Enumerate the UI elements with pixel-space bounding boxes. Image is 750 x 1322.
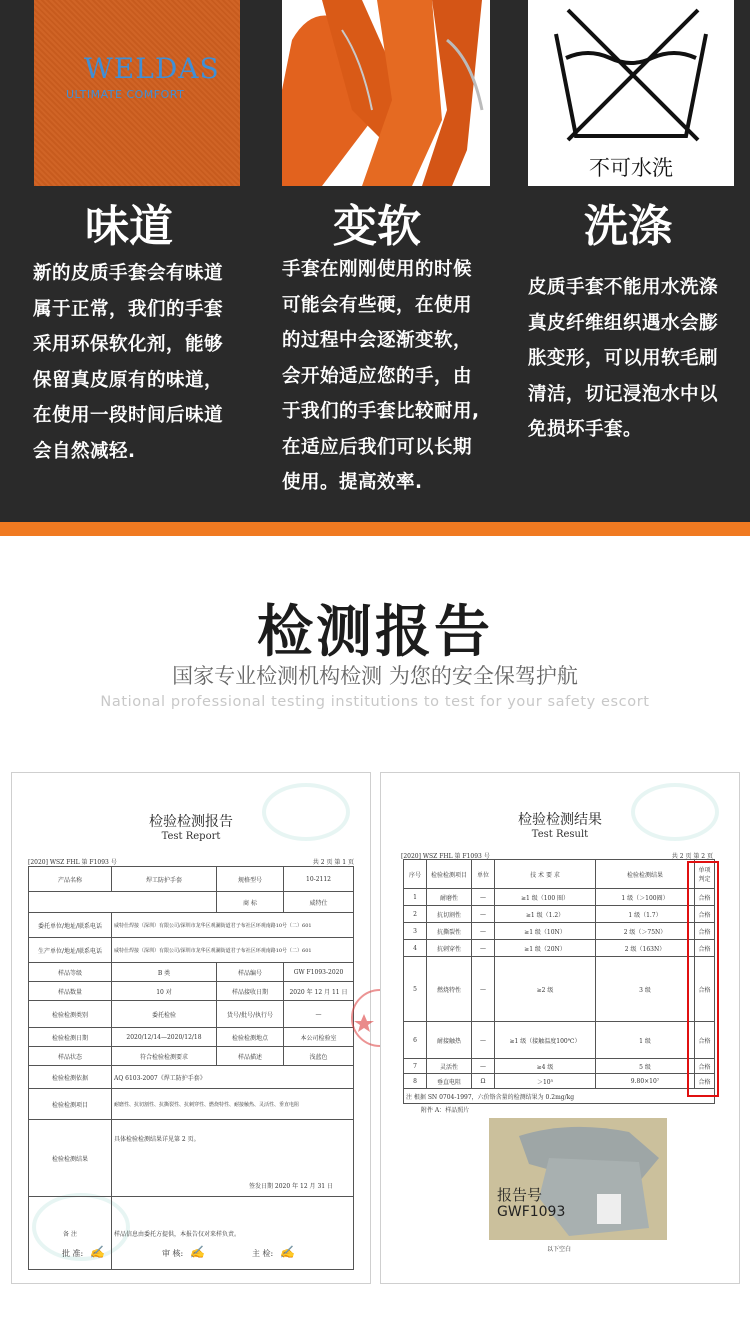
leather-logo-photo	[34, 0, 240, 186]
desc-line: 于我们的手套比较耐用,	[282, 401, 480, 422]
table-cell: 规格型号	[217, 867, 284, 892]
no-wash-caption: 不可水洗	[589, 156, 673, 180]
pass-cell: 合格	[695, 889, 715, 906]
table-row	[404, 889, 715, 906]
table-cell: —	[472, 923, 495, 940]
table-cell: Ω	[472, 1074, 495, 1089]
table-row	[404, 906, 715, 923]
desc-line: 属于正常，我们的手套	[33, 298, 224, 320]
table-cell: 委托单位/地址/联系电话	[29, 913, 112, 938]
table-cell: —	[472, 1059, 495, 1074]
table-cell: 威特仕焊接（深圳）有限公司/深圳市龙华区观澜街道君子布社区环观南路10号（二）601	[112, 913, 354, 938]
table-cell: 抗切割性	[427, 906, 472, 923]
handwritten-signature: ✍	[279, 1245, 295, 1259]
table-cell: 8	[404, 1074, 427, 1089]
table-cell: 货号/批号/执行号	[217, 1001, 284, 1028]
table-cell: ≥1 级（1.2）	[495, 906, 596, 923]
report-number: GWF1093	[497, 1204, 566, 1220]
desc-line: 的过程中会逐渐变软，	[282, 330, 473, 351]
table-cell: 样品等级	[29, 963, 112, 982]
table-cell	[112, 1120, 354, 1197]
report-info-table	[28, 866, 354, 1270]
desc-line: 在适应后我们可以长期	[282, 436, 473, 458]
table-cell: 4	[404, 940, 427, 957]
table-cell: 燃烧特性	[427, 957, 472, 1022]
table-cell: 2020/12/14—2020/12/18	[112, 1028, 217, 1047]
table-cell: 抗刺穿性	[427, 940, 472, 957]
desc-line: 在使用一段时间后味道	[33, 405, 224, 426]
table-row	[29, 913, 354, 938]
desc-line: 手套在刚刚使用的时候	[282, 259, 473, 280]
table-cell: 5 级	[596, 1059, 695, 1074]
section-subtitle: 国家专业检测机构检测 为您的安全保驾护航	[172, 664, 578, 688]
brand-tagline: ULTIMATE COMFORT	[66, 88, 185, 101]
table-row	[404, 1074, 715, 1089]
glove-photo	[282, 0, 490, 186]
table-cell: 2020 年 12 月 11 日	[284, 982, 354, 1001]
official-stamp-icon	[342, 988, 382, 1048]
features-section	[0, 0, 750, 522]
desc-line: 可能会有些硬，在使用	[282, 294, 473, 316]
pass-cell: 合格	[695, 957, 715, 1022]
table-row	[29, 982, 354, 1001]
pass-cell: 合格	[695, 906, 715, 923]
table-cell: 样品编号	[217, 963, 284, 982]
table-cell: 3 级	[596, 957, 695, 1022]
signature-approve	[62, 1245, 105, 1259]
table-cell: 检验检测日期	[29, 1028, 112, 1047]
table-cell: ≥4 级	[495, 1059, 596, 1074]
table-cell: 检验检测项目	[29, 1089, 112, 1120]
test-report-page-2	[380, 772, 740, 1284]
result-title: 检验检测结果	[518, 812, 602, 828]
handwritten-signature: ✍	[89, 1245, 105, 1259]
signature-label: 主 检:	[252, 1249, 274, 1258]
table-cell: 样品描述	[217, 1047, 284, 1066]
table-cell: 生产单位/地址/联系电话	[29, 938, 112, 963]
table-cell: 1	[404, 889, 427, 906]
table-row	[29, 1089, 354, 1120]
table-cell: 浅蓝色	[284, 1047, 354, 1066]
report-page: 共 2 页 第 1 页	[312, 859, 354, 866]
desc-line: 新的皮质手套会有味道	[33, 263, 224, 284]
table-cell: ≥1 级（10N）	[495, 923, 596, 940]
table-cell	[29, 892, 217, 913]
table-header: 单项判定	[695, 860, 715, 889]
feature-heading-wash: 洗涤	[584, 201, 672, 252]
orange-glove-icon	[282, 0, 490, 186]
table-cell: —	[472, 1022, 495, 1059]
signature-label: 批 准:	[62, 1249, 84, 1258]
grey-glove-icon	[489, 1118, 667, 1240]
pass-cell: 合格	[695, 1074, 715, 1089]
desc-line: 免损坏手套。	[528, 419, 643, 440]
table-cell: ≥1 级（20N）	[495, 940, 596, 957]
table-row	[29, 938, 354, 963]
table-cell: —	[472, 889, 495, 906]
table-row	[404, 923, 715, 940]
pass-cell: 合格	[695, 1059, 715, 1074]
table-cell: —	[472, 940, 495, 957]
table-cell: —	[472, 906, 495, 923]
table-row	[404, 957, 715, 1022]
table-cell: 委托检验	[112, 1001, 217, 1028]
table-cell: 焊工防护手套	[112, 867, 217, 892]
report-ref: [2020] WSZ FHL 第 F1093 号	[28, 859, 117, 866]
orange-divider	[0, 522, 750, 536]
table-row	[29, 1001, 354, 1028]
desc-line: 使用。提高效率.	[282, 472, 423, 493]
sample-photo	[489, 1118, 667, 1240]
table-cell: 符合检验检测要求	[112, 1047, 217, 1066]
table-cell: 10 对	[112, 982, 217, 1001]
table-header-row	[404, 860, 715, 889]
table-cell: 备 注	[29, 1197, 112, 1270]
feature-desc-smell	[33, 256, 263, 469]
result-ref: [2020] WSZ FHL 第 F1093 号	[401, 853, 490, 860]
table-cell: 样品信息由委托方提供，本报告仅对来样负责。	[112, 1197, 354, 1270]
table-cell: ≥1 级（100 圈）	[495, 889, 596, 906]
desc-line: 会开始适应您的手，由	[282, 365, 473, 387]
pass-cell: 合格	[695, 923, 715, 940]
feature-desc-wash	[528, 270, 750, 448]
table-cell: B 类	[112, 963, 217, 982]
table-row	[29, 867, 354, 892]
report-title-en: Test Report	[161, 831, 221, 842]
table-cell: 检验检测类别	[29, 1001, 112, 1028]
table-cell: 2 级（163N）	[596, 940, 695, 957]
table-cell: AQ 6103-2007《焊工防护手套》	[112, 1066, 354, 1089]
table-cell: 10-2112	[284, 867, 354, 892]
result-text: 具体检验检测结果详见第 2 页。	[114, 1136, 200, 1143]
table-footnote: 注 根据 SN 0704-1997，六价铬含量的检测结果为 0.2mg/kg	[404, 1089, 715, 1104]
desc-line: 采用环保软化剂，能够	[33, 334, 224, 355]
report-number-label: 报告号	[497, 1186, 543, 1204]
table-cell: ≥1 级（接触温度100℃）	[495, 1022, 596, 1059]
table-header: 单位	[472, 860, 495, 889]
table-row	[404, 940, 715, 957]
table-row	[29, 1028, 354, 1047]
table-cell: GW F1093-2020	[284, 963, 354, 982]
table-cell: 9.80×10⁷	[596, 1074, 695, 1089]
table-cell: 威特仕焊接（深圳）有限公司/深圳市龙华区观澜街道君子布社区环观南路10号（二）601	[112, 938, 354, 963]
table-cell: 1 级（1.7）	[596, 906, 695, 923]
issue-date: 签发日期 2020 年 12 月 31 日	[249, 1183, 333, 1190]
table-cell: 威特仕	[284, 892, 354, 913]
desc-line: 胀变形，可以用软毛刷	[528, 348, 719, 369]
table-cell: —	[284, 1001, 354, 1028]
section-title: 检测报告	[257, 600, 493, 665]
table-row	[29, 963, 354, 982]
result-table	[403, 859, 715, 1104]
desc-line: 真皮纤维组织遇水会膨	[528, 312, 719, 334]
table-cell: 耐磨性	[427, 889, 472, 906]
table-header: 检验检测项目	[427, 860, 472, 889]
section-subtitle-en: National professional testing institutions to test for your safety escort	[100, 694, 650, 710]
table-cell: —	[472, 957, 495, 1022]
no-wash-photo	[528, 0, 734, 186]
desc-line: 皮质手套不能用水洗涤	[528, 277, 719, 298]
table-cell: ＞10⁵	[495, 1074, 596, 1089]
table-row	[404, 1089, 715, 1104]
table-cell: 耐接触热	[427, 1022, 472, 1059]
pass-cell: 合格	[695, 940, 715, 957]
result-page: 共 2 页 第 2 页	[671, 853, 713, 860]
table-cell: 3	[404, 923, 427, 940]
signature-review	[162, 1245, 205, 1259]
feature-desc-soften	[282, 252, 522, 501]
table-header: 检验检测结果	[596, 860, 695, 889]
table-cell: 样品状态	[29, 1047, 112, 1066]
desc-line: 清洁，切记浸泡水中以	[528, 383, 719, 405]
table-cell: 1 级	[596, 1022, 695, 1059]
table-cell: 7	[404, 1059, 427, 1074]
desc-line: 会自然减轻.	[33, 440, 136, 462]
table-cell: 检验检测依据	[29, 1066, 112, 1089]
table-cell: 垂直电阻	[427, 1074, 472, 1089]
table-cell: 2	[404, 906, 427, 923]
test-report-page-1	[11, 772, 371, 1284]
pass-cell: 合格	[695, 1022, 715, 1059]
table-cell: 耐磨性、抗切割性、抗撕裂性、抗刺穿性、燃烧特性、耐接触热、灵活性、垂直电阻	[112, 1089, 354, 1120]
table-cell: 抗撕裂性	[427, 923, 472, 940]
signature-inspect	[252, 1245, 295, 1259]
table-header: 序号	[404, 860, 427, 889]
pass-highlight-box	[687, 861, 719, 1097]
table-cell: 1 级（＞100圈）	[596, 889, 695, 906]
table-cell: 样品数量	[29, 982, 112, 1001]
table-header: 技 术 要 求	[495, 860, 596, 889]
table-cell: 6	[404, 1022, 427, 1059]
table-row	[404, 1059, 715, 1074]
end-mark: 以下空白	[547, 1246, 572, 1253]
handwritten-signature: ✍	[189, 1245, 205, 1259]
desc-line: 保留真皮原有的味道，	[33, 369, 224, 391]
result-title-en: Test Result	[531, 829, 589, 840]
report-title: 检验检测报告	[149, 814, 233, 830]
table-cell: 商 标	[217, 892, 284, 913]
table-cell: ≥2 级	[495, 957, 596, 1022]
table-cell: 5	[404, 957, 427, 1022]
table-row	[29, 892, 354, 913]
table-row	[404, 1022, 715, 1059]
feature-heading-smell: 味道	[85, 201, 173, 252]
table-cell: 产品名称	[29, 867, 112, 892]
table-cell: 检验检测结果	[29, 1120, 112, 1197]
signature-label: 审 核:	[162, 1249, 184, 1258]
table-row	[29, 1066, 354, 1089]
table-cell: 样品接收日期	[217, 982, 284, 1001]
table-cell: 检验检测地点	[217, 1028, 284, 1047]
brand-logo: WELDAS	[84, 52, 220, 85]
table-row	[29, 1047, 354, 1066]
table-cell: 2 级（＞75N）	[596, 923, 695, 940]
attachment-label: 附件 A：样品照片	[421, 1107, 470, 1114]
feature-heading-soften: 变软	[333, 201, 421, 252]
table-cell: 灵活性	[427, 1059, 472, 1074]
table-cell: 本公司检验室	[284, 1028, 354, 1047]
table-row	[29, 1120, 354, 1197]
